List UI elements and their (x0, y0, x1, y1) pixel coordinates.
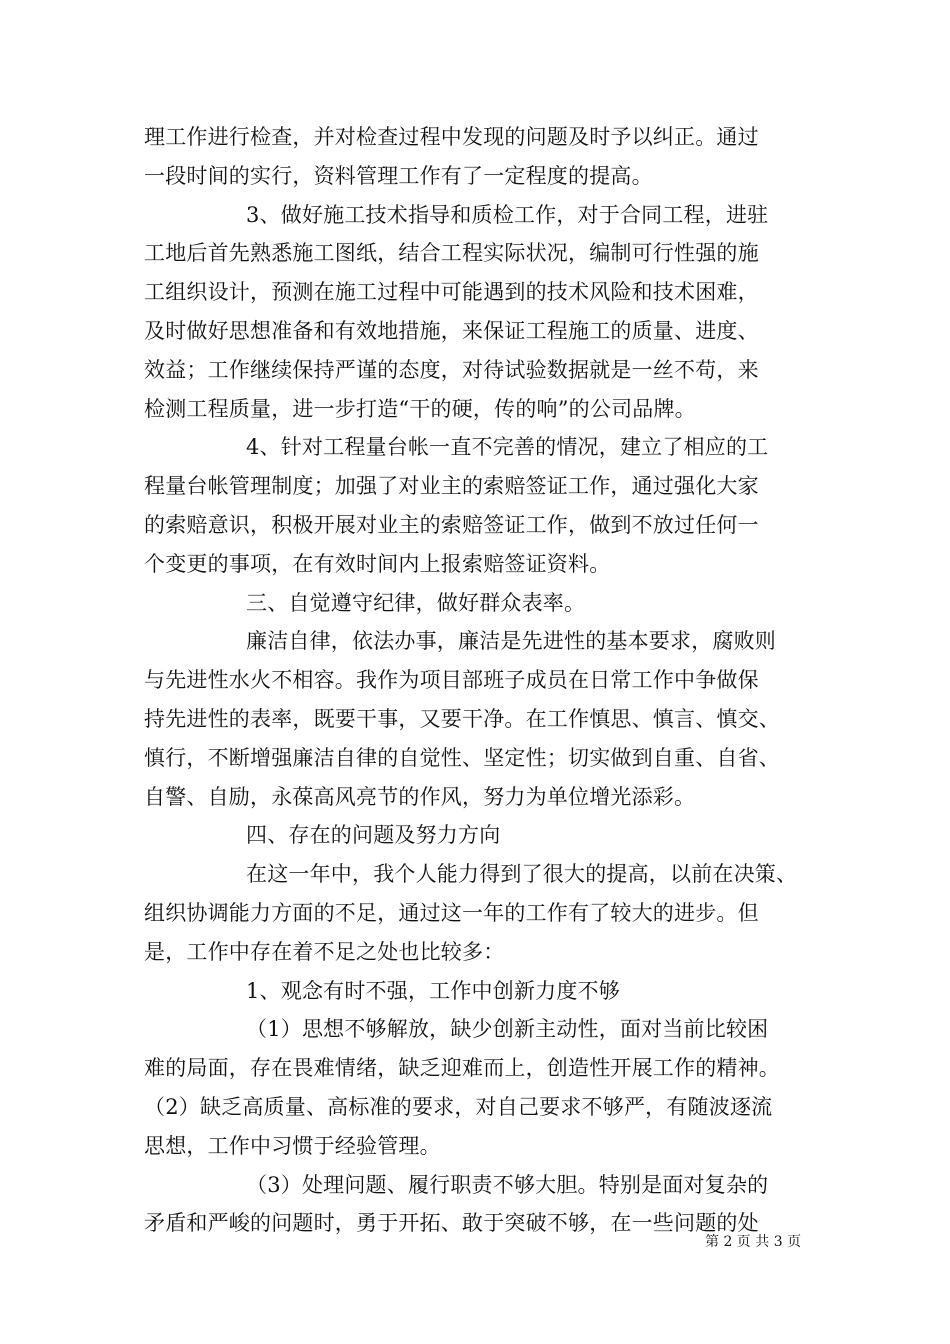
text-line: 在这一年中，我个人能力得到了很大的提高，以前在决策、 (246, 862, 798, 887)
text-line: 工组织设计，预测在施工过程中可能遇到的技术风险和技术困难， (144, 280, 759, 305)
text-line: 持先进性的表率，既要干事，又要干净。在工作慎思、慎言、慎交、 (144, 706, 780, 731)
text-line: 一段时间的实行，资料管理工作有了一定程度的提高。 (144, 163, 653, 188)
text-line: 理工作进行检查，并对检查过程中发现的问题及时予以纠正。通过 (144, 125, 759, 149)
text-line: 四、存在的问题及努力方向 (246, 823, 501, 848)
text-line: 廉洁自律，依法办事，廉洁是先进性的基本要求，腐败则 (246, 629, 776, 654)
text-line: 慎行，不断增强廉洁自律的自觉性、坚定性；切实做到自重、自省、 (144, 745, 780, 770)
text-line: 效益；工作继续保持严谨的态度，对待试验数据就是一丝不苟，来 (144, 357, 759, 382)
text-line: 自警、自励，永葆高风亮节的作风，努力为单位增光添彩。 (144, 784, 696, 809)
text-line: 4、针对工程量台帐一直不完善的情况，建立了相应的工 (246, 435, 769, 460)
text-line: 难的局面，存在畏难情绪，缺乏迎难而上，创造性开展工作的精神。 (144, 1056, 780, 1081)
text-line: 组织协调能力方面的不足，通过这一年的工作有了较大的进步。但 (144, 900, 759, 925)
text-line: 3、做好施工技术指导和质检工作，对于合同工程，进驻 (246, 202, 769, 227)
text-line: 个变更的事项，在有效时间内上报索赔签证资料。 (144, 551, 611, 576)
text-line: 程量台帐管理制度；加强了对业主的索赔签证工作，通过强化大家 (144, 474, 759, 499)
text-line: 工地后首先熟悉施工图纸，结合工程实际状况，编制可行性强的施 (144, 241, 759, 266)
page-number: 第 2 页 共 3 页 (705, 1234, 802, 1250)
text-line: 的索赔意识，积极开展对业主的索赔签证工作，做到不放过任何一 (144, 512, 759, 537)
text-line: 是，工作中存在着不足之处也比较多： (144, 939, 505, 964)
text-line: 及时做好思想准备和有效地措施，来保证工程施工的质量、进度、 (144, 318, 759, 343)
text-line: （2）缺乏高质量、高标准的要求，对自己要求不够严，有随波逐流 (144, 1094, 773, 1119)
text-line: 思想，工作中习惯于经验管理。 (144, 1133, 441, 1158)
text-line: 1、观念有时不强，工作中创新力度不够 (246, 978, 620, 1003)
text-line: 矛盾和严峻的问题时，勇于开拓、敢于突破不够，在一些问题的处 (144, 1211, 759, 1236)
text-line: 与先进性水火不相容。我作为项目部班子成员在日常工作中争做保 (144, 668, 759, 693)
text-line: 检测工程质量，进一步打造“干的硬，传的响”的公司品牌。 (144, 396, 696, 421)
document-body (144, 118, 814, 1243)
text-line: 三、自觉遵守纪律，做好群众表率。 (246, 590, 586, 615)
text-line: （3）处理问题、履行职责不够大胆。特别是面对复杂的 (246, 1172, 769, 1197)
text-line: （1）思想不够解放，缺少创新主动性，面对当前比较困 (246, 1017, 769, 1042)
